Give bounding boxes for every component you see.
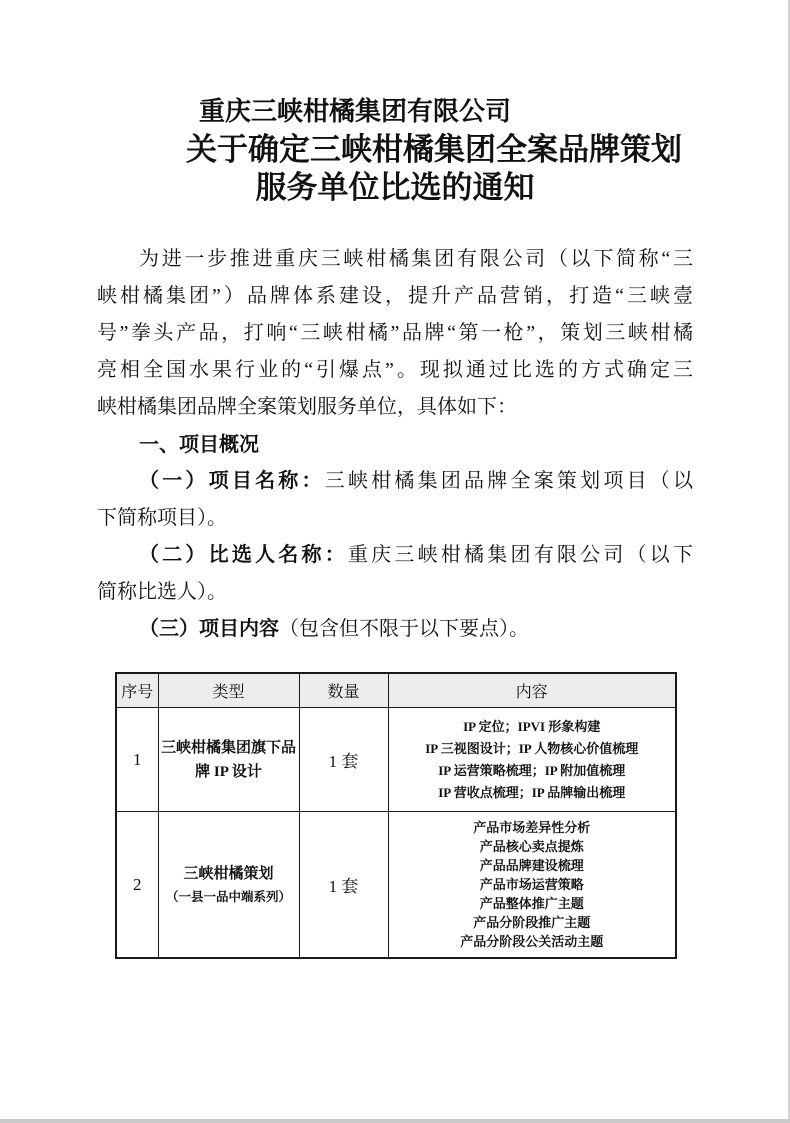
document-body [97, 241, 693, 648]
item-3-text: （包含但不限于以下要点）。 [279, 618, 529, 640]
quantity-cell: 1 套 [299, 708, 388, 812]
row-number-cell: 2 [116, 812, 158, 959]
paragraph-line: 为进一步推进重庆三峡柑橘集团有限公司（以下简称“三 [139, 248, 693, 270]
intro-paragraph [97, 241, 693, 426]
content-line: 产品分阶段公关活动主题 [460, 934, 604, 949]
content-line: 产品品牌建设梳理 [479, 858, 584, 873]
content-line: 产品核心卖点提炼 [479, 839, 584, 854]
document-title-line: 服务单位比选的通知 [255, 170, 535, 206]
paragraph-line: 号”拳头产品，打响“三峡柑橘”品牌“第一枪”，策划三峡柑橘 [97, 322, 693, 344]
page-bottom-edge-shadow [0, 1119, 790, 1123]
paragraph-line: 峡柑橘集团品牌全案策划服务单位，具体如下： [97, 396, 517, 418]
quantity-cell: 1 套 [299, 812, 388, 959]
item-2-line-2: 简称比选人）。 [97, 581, 227, 603]
content-cell [388, 812, 676, 959]
row-number-cell: 1 [116, 708, 158, 812]
item-2-label: （二）比选人名称： [139, 544, 348, 566]
table-header-cell: 序号 [116, 673, 158, 708]
content-line: IP 营收点梳理；IP 品牌输出梳理 [438, 784, 626, 800]
item-1-line-1 [97, 463, 693, 500]
table-header-row [116, 673, 676, 708]
type-cell [158, 708, 299, 812]
content-cell [388, 708, 676, 812]
table-row-2 [116, 812, 676, 959]
document-title [97, 93, 693, 207]
item-3-label: （三）项目内容 [139, 618, 279, 640]
item-1-line-2: 下简称项目）。 [97, 507, 227, 529]
table-header-cell: 类型 [158, 673, 299, 708]
type-line: 三峡柑橘集团旗下品 [160, 739, 296, 756]
item-2-line-1 [97, 537, 693, 574]
content-line: 产品整体推广主题 [479, 896, 584, 911]
paragraph-line: 峡柑橘集团”）品牌体系建设，提升产品营销，打造“三峡壹 [97, 285, 693, 307]
content-line: IP 运营策略梳理；IP 附加值梳理 [438, 762, 626, 778]
item-1-label: （一）项目名称： [139, 470, 325, 492]
type-line: （一县一品中端系列） [165, 889, 291, 904]
paragraph-line: 亮相全国水果行业的“引爆点”。现拟通过比选的方式确定三 [97, 359, 693, 381]
item-1-text: 三峡柑橘集团品牌全案策划项目（以 [324, 470, 693, 492]
type-line: 三峡柑橘策划 [183, 865, 274, 882]
content-line: 产品市场运营策略 [479, 877, 584, 892]
content-line: IP 定位；IPVI 形象构建 [463, 718, 601, 734]
document-title-line: 关于确定三峡柑橘集团全案品牌策划 [186, 132, 682, 168]
type-line: 牌 IP 设计 [195, 763, 262, 780]
document-title-line: 重庆三峡柑橘集团有限公司 [198, 97, 511, 127]
type-cell [158, 812, 299, 959]
content-line: 产品分阶段推广主题 [473, 915, 591, 930]
project-content-table [115, 672, 677, 959]
content-line: IP 三视图设计；IP 人物核心价值梳理 [425, 740, 639, 756]
table-header-cell: 内容 [388, 673, 676, 708]
item-2-text: 重庆三峡柑橘集团有限公司（以下 [347, 544, 693, 566]
item-3-line-1 [97, 611, 693, 648]
table-header-cell: 数量 [299, 673, 388, 708]
table-row-1 [116, 708, 676, 812]
section-heading-project-overview: 一、项目概况 [139, 432, 259, 456]
content-line: 产品市场差异性分析 [473, 820, 591, 835]
